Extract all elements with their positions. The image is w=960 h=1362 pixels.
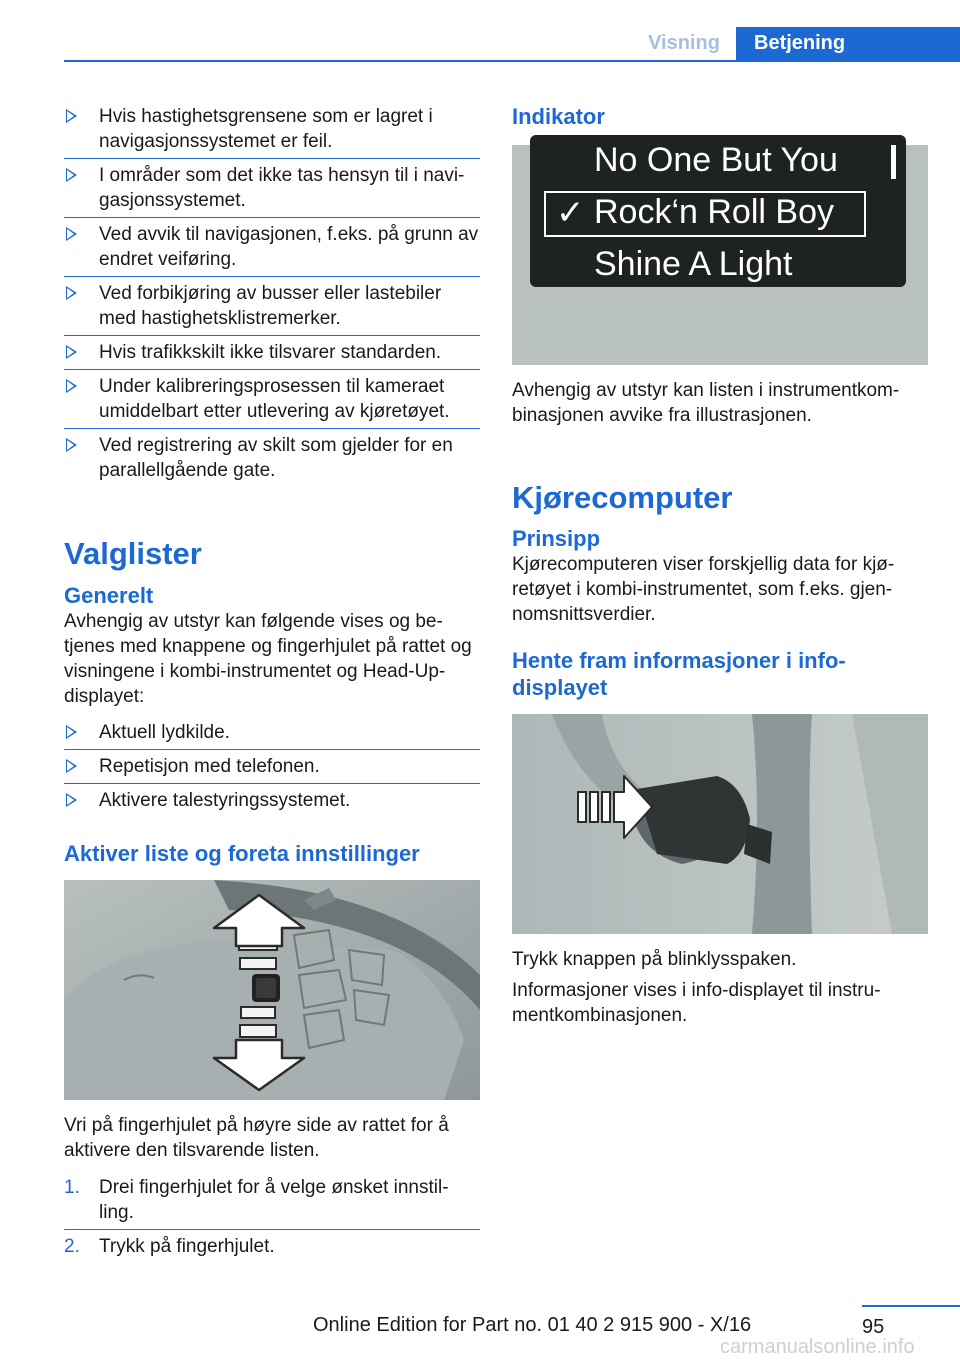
steering-wheel-illustration [64, 880, 480, 1100]
list-item: Repetisjon med telefonen. [64, 750, 480, 784]
list-item: Hvis hastighetsgrensene som er lagret i navigasjonssystemet er feil. [64, 100, 480, 159]
step-number: 1. [64, 1177, 80, 1198]
triangle-bullet-icon [66, 286, 77, 300]
triangle-bullet-icon [66, 227, 77, 241]
conditions-list [64, 100, 480, 487]
subheading-generelt: Generelt [64, 583, 154, 608]
display-item: No One But You [594, 141, 838, 179]
fetch-paragraph-1: Trykk knappen på blinklysspaken. [512, 949, 797, 970]
tab-betjening[interactable]: Betjening [736, 27, 960, 60]
subheading-indikator: Indikator [512, 104, 605, 129]
display-screen [530, 141, 906, 287]
step-item: 1. Drei fingerhjulet for å velge ønsket innstil‐ling. [64, 1171, 480, 1230]
edition-footer: Online Edition for Part no. 01 40 2 915 900 - X/16 [313, 1314, 752, 1336]
general-paragraph: Avhengig av utstyr kan følgende vises og be‐tjenes med knappene og fingerhjulet på rattet og visningene i kombi-instrumentet og Head-Up-displayet: [64, 611, 472, 707]
list-item: Ved registrering av skilt som gjelder for en parallellgående gate. [64, 429, 480, 487]
left-column [64, 100, 480, 1263]
triangle-bullet-icon [66, 379, 77, 393]
steps-list [64, 1171, 480, 1263]
indicator-paragraph: Avhengig av utstyr kan listen i instrumentkom‐binasjonen avvike fra illustrasjonen. [512, 380, 900, 426]
triangle-bullet-icon [66, 725, 77, 739]
page-number: 95 [862, 1316, 885, 1338]
step-item: 2. Trykk på fingerhjulet. [64, 1236, 275, 1257]
section-title-valglister: Valglister [64, 536, 202, 571]
triangle-bullet-icon [66, 168, 77, 182]
general-list [64, 716, 480, 817]
display-list-illustration [512, 141, 928, 365]
list-item: I områder som det ikke tas hensyn til i navi‐gasjonssystemet. [64, 159, 480, 218]
triangle-bullet-icon [66, 345, 77, 359]
list-item: Aktuell lydkilde. [64, 716, 480, 750]
principle-paragraph: Kjørecomputeren viser forskjellig data for kjø‐retøyet i kombi-instrumentet, som f.eks. gjen‐nomsnittsverdier. [512, 554, 895, 625]
header-rule [64, 60, 960, 62]
subheading-prinsipp: Prinsipp [512, 526, 601, 551]
check-icon: ✓ [556, 194, 585, 232]
list-item: Under kalibreringsprosessen til kameraet umiddelbart etter utlevering av kjøretøyet. [64, 370, 480, 429]
list-item: Hvis trafikkskilt ikke tilsvarer standarden. [64, 336, 480, 370]
list-item: Ved forbikjøring av busser eller lastebiler med hastighetsklistremerker. [64, 277, 480, 336]
subheading-aktiver-liste: Aktiver liste og foreta innstillinger [64, 841, 420, 866]
section-title-kjorecomputer: Kjørecomputer [512, 480, 733, 515]
list-item: Ved avvik til navigasjonen, f.eks. på grunn av endret veiføring. [64, 218, 480, 277]
triangle-bullet-icon [66, 438, 77, 452]
display-item: Rock‘n Roll Boy [594, 193, 834, 231]
footer-rule [862, 1305, 960, 1307]
triangle-bullet-icon [66, 793, 77, 807]
activate-paragraph: Vri på fingerhjulet på høyre side av rattet for å aktivere den tilsvarende listen. [64, 1115, 449, 1161]
watermark: carmanualsonline.info [720, 1336, 915, 1358]
turn-signal-lever-illustration [512, 714, 928, 934]
triangle-bullet-icon [66, 109, 77, 123]
fetch-paragraph-2: Informasjoner vises i info-displayet til instru‐mentkombinasjonen. [512, 980, 881, 1026]
tab-visning[interactable]: Visning [648, 32, 720, 54]
list-item: Aktivere talestyringssystemet. [64, 784, 480, 817]
display-item: Shine A Light [594, 245, 793, 283]
triangle-bullet-icon [66, 759, 77, 773]
subheading-hente-fram: Hente fram informasjoner i info‐displayet [512, 648, 846, 700]
step-number: 2. [64, 1236, 80, 1257]
scrollbar-indicator [891, 145, 896, 179]
right-column [512, 100, 928, 1028]
